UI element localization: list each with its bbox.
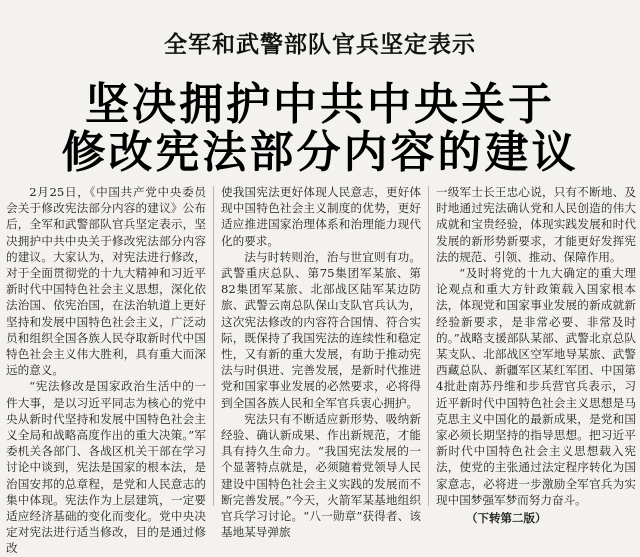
paragraph: “宪法修改是国家政治生活中的一件大事，是以习近平同志为核心的党中央从新时代坚持和发展中国特色社会主义全局和战略高度作出的重大决策。”军委机关各部门、各战区机关干部在学习讨论中谈到，宪法是国家的根本法，是治国安邦的总章程，是党和人民意志的集中体现。宪法作为上层建筑，一定要适应经济基础的变化而变化。党中央决定对宪法进行适当修改，目的是通过修改 bbox=[6, 379, 206, 556]
headline-line-1: 坚决拥护中共中央关于 bbox=[85, 79, 555, 130]
article-column-3 bbox=[436, 184, 636, 526]
continued-on-page-link[interactable]: （下转第二版） bbox=[466, 511, 547, 526]
article-body bbox=[6, 184, 636, 556]
paragraph: 法与时转则治，治与世宜则有功。武警重庆总队、第75集团军某旅、第82集团军某旅、北部战区陆军某边防旅、武警云南总队保山支队官兵认为，这次宪法修改的内容符合国情、符合实际，既保持了我国宪法的连续性和稳定性，又有新的重大发展，有助于推动宪法与时俱进、完善发展，是新时代推进党和国家事业发展的必然要求，必将得到全国各族人民和全军官兵衷心拥护。 bbox=[221, 249, 421, 410]
article-column-2 bbox=[221, 184, 421, 540]
column-divider bbox=[428, 186, 429, 506]
paragraph: 使我国宪法更好体现人民意志，更好体现中国特色社会主义制度的优势，更好适应推进国家治理体系和治理能力现代化的要求。 bbox=[221, 185, 421, 248]
paragraph: 2月25日，《中国共产党中央委员会关于修改宪法部分内容的建议》公布后，全军和武警部队官兵坚定表示，坚决拥护中共中央关于修改宪法部分内容的建议。大家认为，对宪法进行修改，对于全面贯彻党的十九大精神和习近平新时代中国特色社会主义思想，深化依法治国、依宪治国，在法治轨道上更好坚持和发展中国特色社会主义，广泛动员和组织全国各族人民夺取新时代中国特色社会主义伟大胜利，具有重大而深远的意义。 bbox=[6, 185, 206, 378]
headline-line-2: 修改宪法部分内容的建议 bbox=[61, 127, 579, 178]
paragraph: “及时将党的十九大确定的重大理论观点和重大方针政策载入国家根本法，体现党和国家事业发展的新成就新经验新要求，是非常必要、非常及时的。”战略支援部队某部、武警北京总队某支队、北部战区空军地导某旅、武警西藏总队、新疆军区某红军团、中国第4批赴南苏丹维和步兵营官兵表示，习近平新时代中国特色社会主义思想是马克思主义中国化的最新成果，是党和国家必须长期坚持的指导思想。把习近平新时代中国特色社会主义思想载入宪法，使党的主张通过法定程序转化为国家意志，必将进一步激励全军官兵为实现中国梦强军梦而努力奋斗。 bbox=[436, 266, 636, 507]
subtitle: 全军和武警部队官兵坚定表示 bbox=[164, 32, 476, 58]
paragraph: 宪法只有不断适应新形势、吸纳新经验、确认新成果、作出新规范，才能具有持久生命力。“我国宪法发展的一个显著特点就是，必须随着党领导人民建设中国特色社会主义实践的发展而不断完善发展。”今天，火箭军某基地组织官兵学习讨论。“八一勋章”获得者、该基地某导弹旅 bbox=[221, 411, 421, 540]
article-column-1 bbox=[6, 184, 206, 556]
column-divider bbox=[213, 186, 214, 506]
paragraph: 一级军士长王忠心说，只有不断地、及时地通过宪法确认党和人民创造的伟大成就和宝贵经验，体现实践发展和时代发展的新形势新要求，才能更好发挥宪法的规范、引领、推动、保障作用。 bbox=[436, 185, 636, 264]
